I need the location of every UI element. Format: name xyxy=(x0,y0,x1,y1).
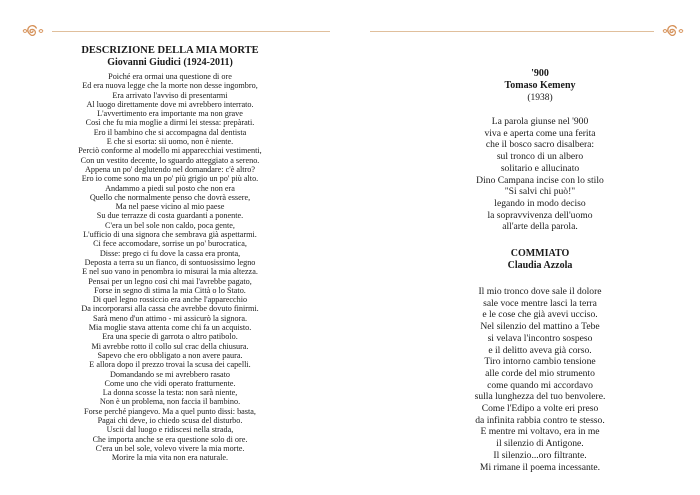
poem-year: (1938) xyxy=(527,93,553,103)
poem-line: Dino Campana incise con lo stilo xyxy=(476,174,604,186)
poem-line: La parola giunse nel '900 xyxy=(491,116,589,127)
poem-line: viva e aperta come una ferita xyxy=(484,127,596,139)
poem-line: Perciò conforme al modello mi apparecchiai vestimenti, xyxy=(78,146,262,156)
poem-line: legando in modo deciso xyxy=(494,197,586,209)
poem-line: Era una specie di garrota o altro patibolo. xyxy=(102,332,238,342)
poem-line: Pagai chi deve, io chiedo scusa del disturbo. xyxy=(97,415,243,425)
poem-line: Mia moglie stava attenta come chi fa un acquisto. xyxy=(88,323,252,333)
poem-body xyxy=(420,116,660,233)
poem-line: Appena un po' deglutendo nel domandare: c'è altro? xyxy=(84,164,256,174)
poem-line: Il silenzio...oro filtrante. xyxy=(493,449,587,461)
poem-line: Mi rimane il poema incessante. xyxy=(479,461,601,473)
poem-line: alle corde del mio strumento xyxy=(485,367,595,379)
spiral-ornament-icon xyxy=(660,21,686,41)
poem-line: Sapevo che ero obbligato a non avere paura. xyxy=(97,350,243,360)
poem-line: Come uno che vidi operato fratturnente. xyxy=(104,378,236,388)
poem-line: Come l'Edipo a volte eri preso xyxy=(481,403,599,415)
header-rule xyxy=(52,31,330,32)
poem-line: Morire la mia vita non era naturale. xyxy=(111,453,229,463)
poem-line: che il bosco sacro disalbera: xyxy=(485,139,595,151)
poem-body xyxy=(20,72,320,462)
poem-line: "Si salvi chi può!" xyxy=(504,186,576,198)
poem-line: sulla lunghezza del tuo benvolere. xyxy=(474,391,606,403)
poem-commiato xyxy=(420,248,660,473)
poem-line: Su due terrazze di costa guardanti a ponente. xyxy=(96,211,244,221)
poem-author: Giovanni Giudici (1924-2011) xyxy=(107,57,233,68)
poem-body xyxy=(420,286,660,473)
poem-line: Che importa anche se era questione solo di ore. xyxy=(92,434,248,444)
poem-line: Nel silenzio del mattino a Tebe xyxy=(480,321,600,333)
poem-line: Al luogo direttamente dove mi avrebbero interrato. xyxy=(86,99,254,109)
poem-line: da infinita rabbia contro te stesso. xyxy=(475,414,605,426)
poem-line: si velava l'incontro sospeso xyxy=(487,332,593,344)
poem-line: Domandando se mi avrebbero rasato xyxy=(109,369,231,379)
poem-line: sul tronco di un albero xyxy=(496,151,584,163)
poem-line: Non è un problema, non faccia il bambino. xyxy=(99,397,241,407)
header-rule xyxy=(370,31,654,32)
poem-author: Tomaso Kemeny xyxy=(504,80,576,91)
poem-line: Disse: prego ci fu dove la cassa era pronta, xyxy=(99,248,241,258)
poem-line: Era arrivato l'avviso di presentarmi xyxy=(112,90,228,100)
left-page xyxy=(0,0,340,495)
poem-line: L'ufficio di una signora che sembrava già aspettarmi. xyxy=(83,230,257,240)
poem-line: Forse in segno di stima la mia Città o lo Stato. xyxy=(94,285,246,295)
poem-line: Così che fu mia moglie a dirmi lei stessa: prepàrati. xyxy=(85,118,255,128)
right-page xyxy=(360,0,700,495)
poem-line: E allora dopo il prezzo trovai la scusa dei capelli. xyxy=(89,360,251,370)
poem-line: Da incorporarsi alla cassa che avrebbe dovuto finirmi. xyxy=(81,304,259,314)
poem-line: e le cose che già avevi ucciso. xyxy=(482,309,598,321)
spiral-ornament-icon xyxy=(20,21,46,41)
poem-line: Ma nel paese vicino al mio paese xyxy=(115,202,225,212)
poem-line: Mi avrebbe rotto il collo sul crac della chiusura. xyxy=(91,341,249,351)
poem-line: Ci fece accomodare, sorrise un po' burocratica, xyxy=(93,239,247,249)
poem-title: DESCRIZIONE DELLA MIA MORTE xyxy=(81,45,259,56)
poem-line: Tiro intorno cambio tensione xyxy=(484,356,596,368)
poem-line: la sopravvivenza dell'uomo xyxy=(487,209,593,221)
poem-line: Deposta a terra su un fianco, di sontuosissimo legno xyxy=(84,257,256,267)
poem-line: il silenzio di Antigone. xyxy=(496,438,584,450)
poem-line: E mentre mi voltavo, era in me xyxy=(480,426,600,438)
poem-line: Uscii dal luogo e ridiscesi nella strada, xyxy=(106,425,234,435)
poem-line: Il mio tronco dove sale il dolore xyxy=(478,286,602,297)
poem-line: Pensai per un legno così chi mai l'avrebbe pagato, xyxy=(88,276,252,286)
poem-line: come quando mi accordavo xyxy=(487,379,593,391)
poem-title: '900 xyxy=(531,68,549,79)
poem-line: Ero il bambino che si accompagna dal dentista xyxy=(93,127,247,137)
poem-line: E nel suo vano in penombra io misurai la mia altezza. xyxy=(82,267,258,277)
poem-line: Con un vestito decente, lo sguardo atteggiato a sereno. xyxy=(80,155,260,165)
poem-line: solitario e allucinato xyxy=(500,162,580,174)
poem-line: Poiché era ormai una questione di ore xyxy=(108,72,232,81)
poem-line: all'arte della parola. xyxy=(502,221,578,233)
poem-line: Ed era nuova legge che la morte non desse ingombro, xyxy=(82,81,258,91)
poem-line: Andammo a piedi sul posto che non era xyxy=(105,183,235,193)
poem-line: C'era un bel sole, volevo vivere la mia morte. xyxy=(95,443,245,453)
poem-line: Quello che normalmente penso che dovrà essere, xyxy=(89,192,251,202)
poem-line: La donna scosse la testa: non sarà niente, xyxy=(102,388,238,398)
poem-line: Forse perché piangevo. Ma a quel punto dissi: basta, xyxy=(84,406,256,416)
poem-line: Sarà meno d'un attimo - mi assicurò la signora. xyxy=(92,313,248,323)
poem-900 xyxy=(420,68,660,233)
poem-line: E che si esorta: sii uomo, non è niente. xyxy=(106,137,234,147)
poem-line: e il delitto aveva già corso. xyxy=(488,344,592,356)
poem-line: C'era un bel sole non caldo, poca gente, xyxy=(105,220,235,230)
poem-line: L'avvertimento era importante ma non grave xyxy=(97,109,243,119)
poem-author: Claudia Azzola xyxy=(507,260,573,271)
poem-line: Di quel legno rossiccio era anche l'apparecchio xyxy=(92,295,248,305)
poem-title: COMMIATO xyxy=(510,248,570,259)
poem-line: Ero io come sono ma un po' più grigio un po' più alto. xyxy=(81,174,259,184)
poem-line: sale voce mentre lasci la terra xyxy=(483,297,597,309)
